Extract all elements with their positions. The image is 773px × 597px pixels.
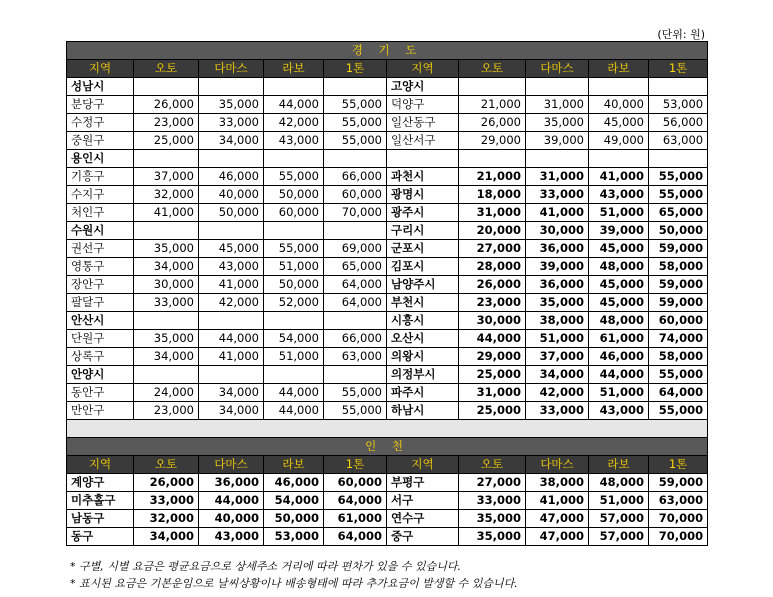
- table-row: [67, 276, 708, 294]
- rate-cell: 36,000: [526, 276, 589, 294]
- rate-cell: [324, 150, 387, 168]
- region-name-cell: 기흥구: [67, 168, 134, 186]
- rate-cell: 50,000: [199, 204, 264, 222]
- gyeonggi-title-row: [67, 42, 708, 60]
- rate-cell: 25,000: [459, 402, 526, 420]
- rate-cell: 27,000: [459, 474, 526, 492]
- rate-cell: 52,000: [264, 294, 324, 312]
- rate-cell: 33,000: [526, 186, 589, 204]
- region-name-cell: 남동구: [67, 510, 134, 528]
- table-row: [67, 348, 708, 366]
- rate-cell: 30,000: [134, 276, 199, 294]
- rate-cell: 44,000: [199, 330, 264, 348]
- rate-cell: 74,000: [649, 330, 708, 348]
- table-row: [67, 330, 708, 348]
- table-row: [67, 258, 708, 276]
- rate-cell: 55,000: [649, 168, 708, 186]
- column-header: 오토: [134, 60, 199, 78]
- rate-cell: 41,000: [134, 204, 199, 222]
- region-name-cell: 중원구: [67, 132, 134, 150]
- rate-cell: 34,000: [526, 366, 589, 384]
- column-header: 지역: [67, 456, 134, 474]
- rate-cell: [459, 150, 526, 168]
- region-name-cell: 만안구: [67, 402, 134, 420]
- rate-cell: 51,000: [589, 204, 649, 222]
- rate-cell: 37,000: [526, 348, 589, 366]
- table-row: [67, 204, 708, 222]
- column-header: 다마스: [199, 60, 264, 78]
- rate-cell: 47,000: [526, 528, 589, 546]
- spacer-cell: [67, 420, 708, 438]
- rate-cell: [526, 150, 589, 168]
- column-header: 라보: [589, 456, 649, 474]
- column-header: 다마스: [526, 60, 589, 78]
- rate-cell: 46,000: [199, 168, 264, 186]
- column-header: 오토: [134, 456, 199, 474]
- region-name-cell: 동안구: [67, 384, 134, 402]
- rate-cell: 42,000: [264, 114, 324, 132]
- rate-cell: 55,000: [649, 366, 708, 384]
- region-name-cell: 수정구: [67, 114, 134, 132]
- rate-cell: 55,000: [324, 96, 387, 114]
- rate-cell: 56,000: [649, 114, 708, 132]
- rate-cell: 44,000: [264, 402, 324, 420]
- rate-cell: 42,000: [199, 294, 264, 312]
- column-header: 1톤: [649, 60, 708, 78]
- table-row: [67, 150, 708, 168]
- rate-cell: 35,000: [199, 96, 264, 114]
- rate-cell: 70,000: [649, 528, 708, 546]
- rate-cell: 35,000: [134, 330, 199, 348]
- rate-cell: 26,000: [459, 276, 526, 294]
- rate-cell: 55,000: [324, 384, 387, 402]
- region-name-cell: 과천시: [387, 168, 459, 186]
- rate-cell: 60,000: [324, 474, 387, 492]
- rate-cell: [264, 222, 324, 240]
- column-header: 라보: [264, 60, 324, 78]
- rate-cell: 34,000: [134, 528, 199, 546]
- rate-cell: 55,000: [649, 402, 708, 420]
- rate-cell: [264, 150, 324, 168]
- rate-cell: 29,000: [459, 348, 526, 366]
- rate-cell: 48,000: [589, 474, 649, 492]
- rate-cell: 33,000: [199, 114, 264, 132]
- region-name-cell: 계양구: [67, 474, 134, 492]
- rate-cell: 23,000: [134, 402, 199, 420]
- gyeonggi-title: 경 기 도: [67, 42, 708, 60]
- rate-cell: 33,000: [134, 492, 199, 510]
- rate-cell: 39,000: [526, 132, 589, 150]
- region-name-cell: 영통구: [67, 258, 134, 276]
- column-header: 1톤: [324, 60, 387, 78]
- rate-cell: 55,000: [324, 114, 387, 132]
- rate-cell: 57,000: [589, 528, 649, 546]
- rate-cell: [264, 312, 324, 330]
- rate-cell: 55,000: [324, 132, 387, 150]
- rate-cell: 58,000: [649, 348, 708, 366]
- rate-cell: [264, 366, 324, 384]
- rate-table: [66, 41, 708, 546]
- rate-cell: 34,000: [199, 402, 264, 420]
- rate-cell: 43,000: [589, 402, 649, 420]
- rate-cell: 51,000: [264, 258, 324, 276]
- rate-cell: 48,000: [589, 258, 649, 276]
- rate-cell: 34,000: [134, 258, 199, 276]
- rate-cell: 24,000: [134, 384, 199, 402]
- rate-cell: 37,000: [134, 168, 199, 186]
- rate-cell: 31,000: [459, 384, 526, 402]
- rate-cell: 23,000: [459, 294, 526, 312]
- rate-cell: 35,000: [459, 510, 526, 528]
- rate-cell: [199, 312, 264, 330]
- rate-cell: 25,000: [134, 132, 199, 150]
- region-name-cell: 용인시: [67, 150, 134, 168]
- rate-cell: 31,000: [526, 96, 589, 114]
- rate-cell: 43,000: [199, 258, 264, 276]
- column-header: 1톤: [324, 456, 387, 474]
- rate-cell: 50,000: [264, 510, 324, 528]
- rate-cell: [134, 78, 199, 96]
- rate-cell: 45,000: [199, 240, 264, 258]
- table-row: [67, 240, 708, 258]
- region-name-cell: 서구: [387, 492, 459, 510]
- section-spacer: [67, 420, 708, 438]
- rate-cell: 55,000: [324, 402, 387, 420]
- rate-cell: 38,000: [526, 474, 589, 492]
- column-header: 1톤: [649, 456, 708, 474]
- rate-cell: 31,000: [459, 204, 526, 222]
- rate-cell: 63,000: [649, 492, 708, 510]
- rate-cell: 40,000: [199, 510, 264, 528]
- rate-cell: 51,000: [526, 330, 589, 348]
- region-name-cell: 부천시: [387, 294, 459, 312]
- rate-cell: 55,000: [264, 168, 324, 186]
- rate-cell: [589, 78, 649, 96]
- rate-cell: 58,000: [649, 258, 708, 276]
- column-header: 다마스: [199, 456, 264, 474]
- region-name-cell: 의왕시: [387, 348, 459, 366]
- rate-cell: 50,000: [264, 276, 324, 294]
- rate-cell: 50,000: [264, 186, 324, 204]
- table-row: [67, 528, 708, 546]
- incheon-title: 인 천: [67, 438, 708, 456]
- rate-cell: [526, 78, 589, 96]
- rate-cell: 45,000: [589, 114, 649, 132]
- rate-cell: 49,000: [589, 132, 649, 150]
- rate-cell: 44,000: [264, 96, 324, 114]
- incheon-title-row: [67, 438, 708, 456]
- rate-cell: 38,000: [526, 312, 589, 330]
- column-header: 라보: [589, 60, 649, 78]
- rate-cell: 26,000: [134, 96, 199, 114]
- region-name-cell: 파주시: [387, 384, 459, 402]
- rate-cell: 45,000: [589, 276, 649, 294]
- rate-cell: 47,000: [526, 510, 589, 528]
- table-row: [67, 474, 708, 492]
- column-header: 지역: [67, 60, 134, 78]
- rate-cell: 53,000: [649, 96, 708, 114]
- region-name-cell: 부평구: [387, 474, 459, 492]
- table-row: [67, 96, 708, 114]
- region-name-cell: 안산시: [67, 312, 134, 330]
- region-name-cell: 분당구: [67, 96, 134, 114]
- rate-cell: 42,000: [526, 384, 589, 402]
- rate-cell: 45,000: [589, 240, 649, 258]
- rate-cell: 61,000: [324, 510, 387, 528]
- rate-cell: 35,000: [134, 240, 199, 258]
- region-name-cell: [387, 150, 459, 168]
- rate-cell: 31,000: [526, 168, 589, 186]
- rate-cell: [199, 78, 264, 96]
- rate-cell: [134, 312, 199, 330]
- rate-cell: 32,000: [134, 510, 199, 528]
- region-name-cell: 동구: [67, 528, 134, 546]
- rate-cell: [459, 78, 526, 96]
- rate-cell: 64,000: [324, 294, 387, 312]
- rate-cell: [324, 312, 387, 330]
- rate-cell: [199, 150, 264, 168]
- note-2: * 표시된 요금은 기본운임으로 날씨상황이나 배송형태에 따라 추가요금이 발생할 수 있습니다.: [70, 577, 518, 590]
- region-name-cell: 미추홀구: [67, 492, 134, 510]
- region-name-cell: 구리시: [387, 222, 459, 240]
- rate-cell: 46,000: [264, 474, 324, 492]
- rate-cell: 61,000: [589, 330, 649, 348]
- rate-cell: 40,000: [589, 96, 649, 114]
- rate-cell: 55,000: [264, 240, 324, 258]
- table-row: [67, 222, 708, 240]
- table-row: [67, 294, 708, 312]
- rate-cell: [199, 366, 264, 384]
- table-row: [67, 168, 708, 186]
- rate-cell: 33,000: [459, 492, 526, 510]
- rate-cell: 33,000: [526, 402, 589, 420]
- rate-cell: 41,000: [199, 348, 264, 366]
- column-header: 지역: [387, 60, 459, 78]
- rate-cell: 51,000: [589, 384, 649, 402]
- region-name-cell: 오산시: [387, 330, 459, 348]
- rate-cell: 36,000: [199, 474, 264, 492]
- column-header: 오토: [459, 456, 526, 474]
- rate-cell: [134, 366, 199, 384]
- rate-cell: 27,000: [459, 240, 526, 258]
- rate-cell: [649, 78, 708, 96]
- region-name-cell: 처인구: [67, 204, 134, 222]
- rate-cell: [324, 366, 387, 384]
- rate-cell: 60,000: [324, 186, 387, 204]
- region-name-cell: 광주시: [387, 204, 459, 222]
- rate-cell: 60,000: [649, 312, 708, 330]
- rate-cell: 35,000: [526, 294, 589, 312]
- region-name-cell: 덕양구: [387, 96, 459, 114]
- table-row: [67, 510, 708, 528]
- region-name-cell: 남양주시: [387, 276, 459, 294]
- rate-cell: 23,000: [134, 114, 199, 132]
- rate-cell: 35,000: [459, 528, 526, 546]
- rate-cell: 50,000: [649, 222, 708, 240]
- region-name-cell: 성남시: [67, 78, 134, 96]
- rate-cell: 44,000: [199, 492, 264, 510]
- incheon-header-row: [67, 456, 708, 474]
- region-name-cell: 연수구: [387, 510, 459, 528]
- region-name-cell: 수지구: [67, 186, 134, 204]
- rate-cell: 60,000: [264, 204, 324, 222]
- rate-cell: 63,000: [324, 348, 387, 366]
- rate-cell: 63,000: [649, 132, 708, 150]
- region-name-cell: 군포시: [387, 240, 459, 258]
- rate-cell: 43,000: [264, 132, 324, 150]
- rate-cell: 64,000: [324, 276, 387, 294]
- table-row: [67, 312, 708, 330]
- rate-cell: 53,000: [264, 528, 324, 546]
- region-name-cell: 하남시: [387, 402, 459, 420]
- rate-cell: 39,000: [526, 258, 589, 276]
- table-row: [67, 114, 708, 132]
- column-header: 오토: [459, 60, 526, 78]
- rate-cell: [134, 150, 199, 168]
- region-name-cell: 수원시: [67, 222, 134, 240]
- rate-cell: 51,000: [264, 348, 324, 366]
- rate-cell: 21,000: [459, 96, 526, 114]
- region-name-cell: 고양시: [387, 78, 459, 96]
- rate-cell: 18,000: [459, 186, 526, 204]
- rate-cell: 34,000: [134, 348, 199, 366]
- table-row: [67, 186, 708, 204]
- rate-cell: 44,000: [589, 366, 649, 384]
- rate-cell: 30,000: [526, 222, 589, 240]
- rate-cell: 26,000: [134, 474, 199, 492]
- rate-cell: [649, 150, 708, 168]
- rate-cell: 41,000: [589, 168, 649, 186]
- rate-cell: 41,000: [526, 204, 589, 222]
- rate-cell: 65,000: [649, 204, 708, 222]
- rate-cell: 59,000: [649, 474, 708, 492]
- rate-cell: 34,000: [199, 384, 264, 402]
- rate-cell: 44,000: [459, 330, 526, 348]
- region-name-cell: 단원구: [67, 330, 134, 348]
- region-name-cell: 의정부시: [387, 366, 459, 384]
- gyeonggi-header-row: [67, 60, 708, 78]
- rate-cell: 48,000: [589, 312, 649, 330]
- region-name-cell: 장안구: [67, 276, 134, 294]
- rate-cell: [324, 78, 387, 96]
- rate-cell: 59,000: [649, 240, 708, 258]
- region-name-cell: 권선구: [67, 240, 134, 258]
- region-name-cell: 안양시: [67, 366, 134, 384]
- table-row: [67, 78, 708, 96]
- region-name-cell: 팔달구: [67, 294, 134, 312]
- region-name-cell: 광명시: [387, 186, 459, 204]
- rate-cell: 64,000: [324, 528, 387, 546]
- note-1: * 구별, 시별 요금은 평균요금으로 상세주소 거리에 따라 편차가 있을 수 있습니다.: [70, 560, 461, 573]
- rate-cell: 43,000: [589, 186, 649, 204]
- rate-cell: 20,000: [459, 222, 526, 240]
- rate-cell: 28,000: [459, 258, 526, 276]
- rate-cell: 41,000: [526, 492, 589, 510]
- unit-label: (단위: 원): [657, 28, 705, 41]
- rate-cell: 51,000: [589, 492, 649, 510]
- rate-cell: 54,000: [264, 330, 324, 348]
- rate-cell: 34,000: [199, 132, 264, 150]
- rate-cell: 70,000: [649, 510, 708, 528]
- rate-cell: 45,000: [589, 294, 649, 312]
- rate-cell: 36,000: [526, 240, 589, 258]
- column-header: 지역: [387, 456, 459, 474]
- table-row: [67, 132, 708, 150]
- rate-cell: 66,000: [324, 168, 387, 186]
- region-name-cell: 상록구: [67, 348, 134, 366]
- rate-cell: [199, 222, 264, 240]
- rate-cell: [589, 150, 649, 168]
- column-header: 라보: [264, 456, 324, 474]
- rate-cell: 25,000: [459, 366, 526, 384]
- rate-cell: 59,000: [649, 276, 708, 294]
- rate-cell: 65,000: [324, 258, 387, 276]
- rate-cell: [324, 222, 387, 240]
- rate-cell: 33,000: [134, 294, 199, 312]
- table-row: [67, 402, 708, 420]
- rate-cell: 55,000: [649, 186, 708, 204]
- rate-cell: 40,000: [199, 186, 264, 204]
- rate-cell: 35,000: [526, 114, 589, 132]
- rate-cell: 32,000: [134, 186, 199, 204]
- notes: [70, 558, 518, 592]
- table-row: [67, 366, 708, 384]
- table-row: [67, 384, 708, 402]
- region-name-cell: 김포시: [387, 258, 459, 276]
- rate-cell: 64,000: [649, 384, 708, 402]
- rate-cell: 44,000: [264, 384, 324, 402]
- rate-cell: 41,000: [199, 276, 264, 294]
- rate-cell: [264, 78, 324, 96]
- region-name-cell: 중구: [387, 528, 459, 546]
- rate-cell: 30,000: [459, 312, 526, 330]
- rate-cell: 59,000: [649, 294, 708, 312]
- rate-cell: 46,000: [589, 348, 649, 366]
- region-name-cell: 일산동구: [387, 114, 459, 132]
- rate-cell: 54,000: [264, 492, 324, 510]
- rate-cell: 43,000: [199, 528, 264, 546]
- rate-cell: 70,000: [324, 204, 387, 222]
- rate-cell: 21,000: [459, 168, 526, 186]
- rate-cell: 66,000: [324, 330, 387, 348]
- column-header: 다마스: [526, 456, 589, 474]
- region-name-cell: 시흥시: [387, 312, 459, 330]
- rate-cell: 29,000: [459, 132, 526, 150]
- table-row: [67, 492, 708, 510]
- rate-cell: [134, 222, 199, 240]
- region-name-cell: 일산서구: [387, 132, 459, 150]
- rate-cell: 26,000: [459, 114, 526, 132]
- rate-cell: 64,000: [324, 492, 387, 510]
- rate-cell: 69,000: [324, 240, 387, 258]
- rate-cell: 57,000: [589, 510, 649, 528]
- rate-cell: 39,000: [589, 222, 649, 240]
